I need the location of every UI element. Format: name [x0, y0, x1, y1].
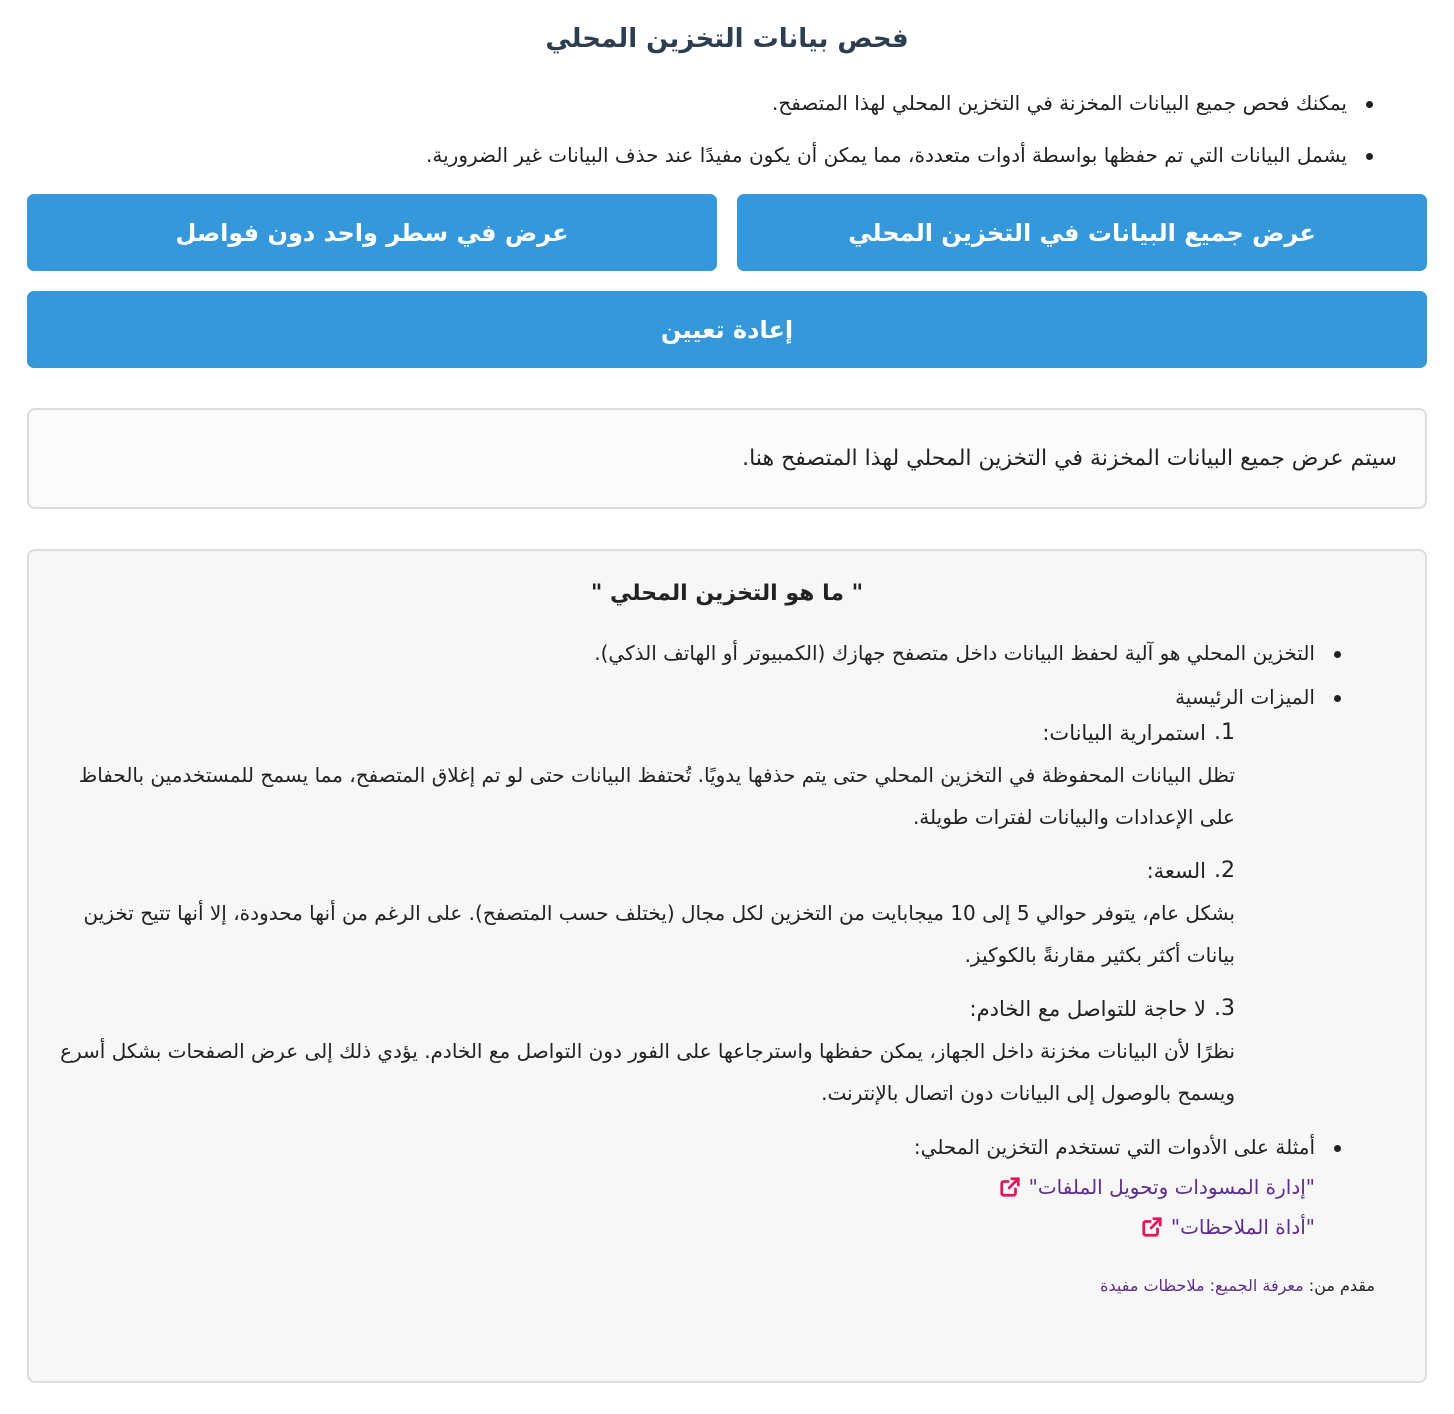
show-all-button[interactable]: عرض جميع البيانات في التخزين المحلي [737, 194, 1427, 271]
tool-item [59, 1174, 1315, 1200]
credit-link[interactable]: معرفة الجميع: ملاحظات مفيدة [1100, 1276, 1304, 1295]
feature-heading [59, 996, 1235, 1022]
output-text: سيتم عرض جميع البيانات المخزنة في التخزين المحلي لهذا المتصفح هنا. [742, 446, 1397, 471]
info-list [59, 640, 1395, 1240]
feature-body: بشكل عام، يتوفر حوالي 5 إلى 10 ميجابايت من التخزين لكل مجال (يختلف حسب المتصفح). على الرغم من أنها محدودة، إلا أنها تتيح تخزين بيانات أكثر بكثير مقارنةً بالكوكيز. [83, 901, 1235, 967]
feature-number: 2. [1214, 858, 1235, 883]
tool-link-notes[interactable]: "أداة الملاحظات" [1170, 1215, 1315, 1239]
tool-link-drafts[interactable]: "إدارة المسودات وتحويل الملفات" [1028, 1175, 1315, 1199]
info-panel [27, 549, 1427, 1383]
output-area [27, 408, 1427, 509]
external-link-icon[interactable] [999, 1176, 1021, 1198]
definition-item [59, 640, 1315, 666]
intro-list [27, 90, 1427, 168]
credit-label: مقدم من: [1308, 1276, 1375, 1295]
tools-heading: أمثلة على الأدوات التي تستخدم التخزين المحلي: [913, 1135, 1315, 1159]
intro-item: يمكنك فحص جميع البيانات المخزنة في التخزين المحلي لهذا المتصفح. [27, 90, 1347, 116]
features-list [59, 720, 1315, 1114]
reset-button[interactable]: إعادة تعيين [27, 291, 1427, 368]
features-item [59, 684, 1315, 1114]
feature-title: لا حاجة للتواصل مع الخادم: [969, 997, 1206, 1021]
feature-heading [59, 720, 1235, 746]
show-single-line-button[interactable]: عرض في سطر واحد دون فواصل [27, 194, 717, 271]
credit-line [59, 1276, 1395, 1295]
definition-text: التخزين المحلي هو آلية لحفظ البيانات داخل متصفح جهازك (الكمبيوتر أو الهاتف الذكي). [594, 641, 1315, 665]
feature-item [59, 720, 1235, 838]
feature-number: 1. [1214, 720, 1235, 745]
feature-number: 3. [1214, 996, 1235, 1021]
features-heading: الميزات الرئيسية [1175, 685, 1315, 709]
feature-body: تظل البيانات المحفوظة في التخزين المحلي حتى يتم حذفها يدويًا. تُحتفظ البيانات حتى لو تم إغلاق المتصفح، مما يسمح للمستخدمين بالحفاظ على الإعدادات والبيانات لفترات طويلة. [78, 763, 1235, 829]
tool-item [59, 1214, 1315, 1240]
feature-item [59, 996, 1235, 1114]
feature-heading [59, 858, 1235, 884]
info-title: " ما هو التخزين المحلي " [590, 581, 864, 606]
external-link-icon[interactable] [1141, 1216, 1163, 1238]
feature-title: السعة: [1146, 859, 1206, 883]
feature-title: استمرارية البيانات: [1042, 721, 1206, 745]
tools-item [59, 1134, 1315, 1240]
feature-body: نظرًا لأن البيانات مخزنة داخل الجهاز، يمكن حفظها واسترجاعها على الفور دون التواصل مع الخادم. يؤدي ذلك إلى عرض الصفحات بشكل أسرع ويسمح بالوصول إلى البيانات دون اتصال بالإنترنت. [60, 1039, 1235, 1105]
tools-list [59, 1174, 1315, 1240]
feature-item [59, 858, 1235, 976]
intro-item: يشمل البيانات التي تم حفظها بواسطة أدوات متعددة، مما يمكن أن يكون مفيدًا عند حذف البيانات غير الضرورية. [27, 142, 1347, 168]
button-row [27, 194, 1427, 271]
page-title: فحص بيانات التخزين المحلي [545, 24, 909, 54]
